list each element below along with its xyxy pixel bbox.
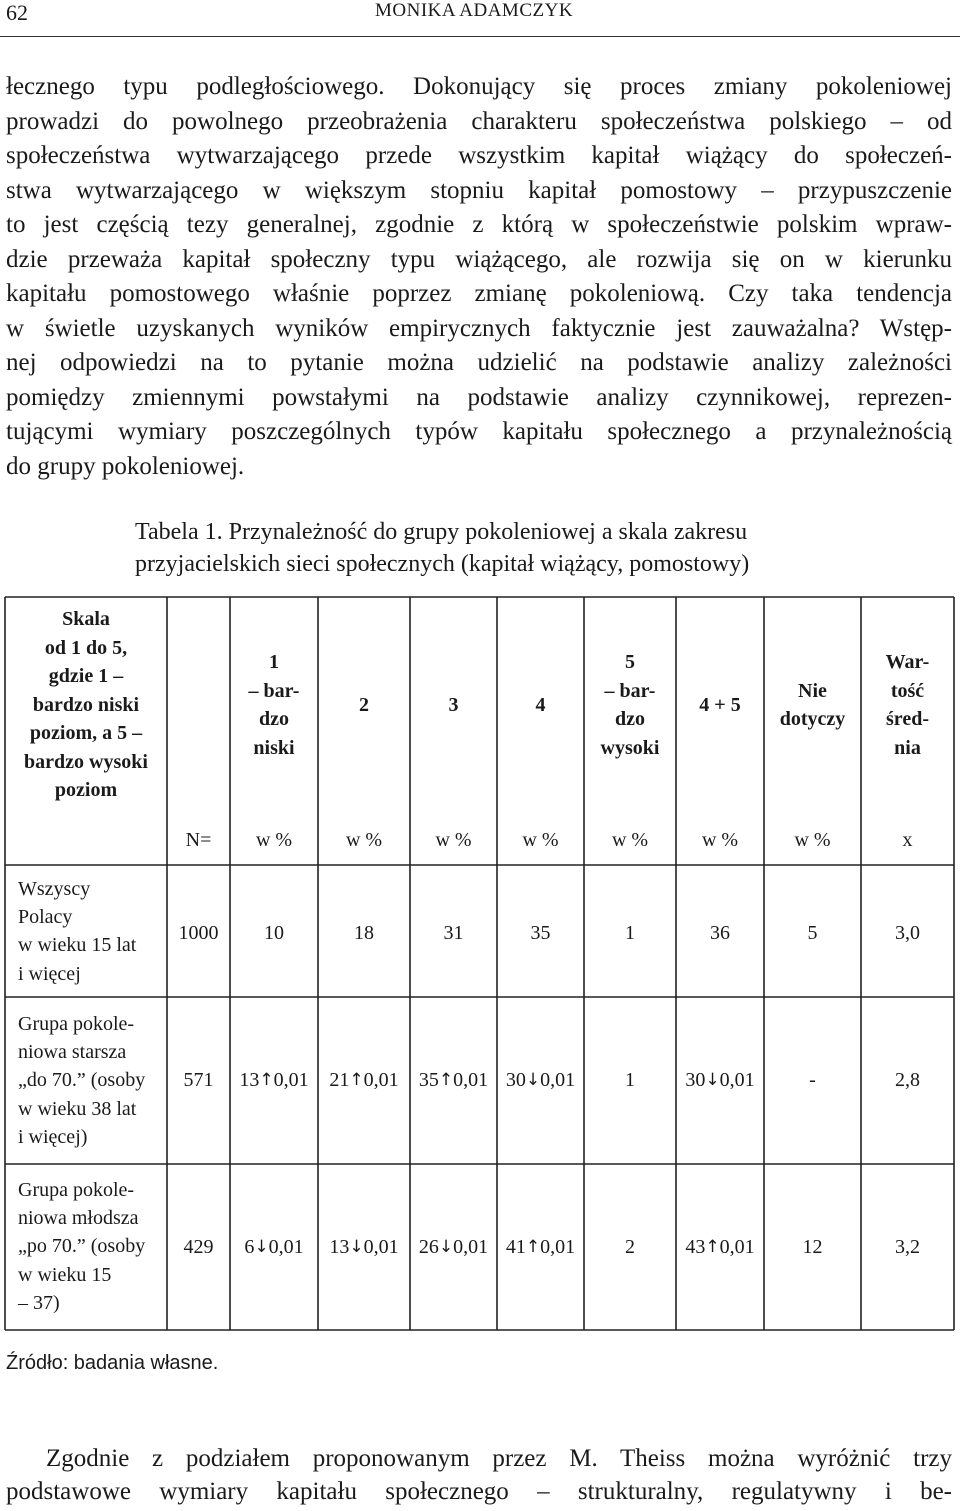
text-line: tującymi wymiary poszczególnych typów kapitału społecznego a przynależnością — [6, 418, 952, 445]
table-cell — [318, 915, 410, 951]
table-cell — [230, 1229, 318, 1265]
row-label-line: w wieku 15 — [18, 1263, 112, 1286]
text-line: łecznego typu podległościowego. Dokonujący się proces zmiany pokoleniowej — [6, 73, 952, 100]
table-cell — [230, 915, 318, 951]
cell-significance: 0,01 — [363, 1235, 399, 1258]
cell-value: 571 — [183, 1068, 214, 1091]
cell-value: 26 — [418, 1235, 439, 1258]
cell-value: 31 — [443, 921, 464, 944]
arrow-down-icon: ↓ — [349, 1236, 364, 1257]
scale-header-line: poziom, a 5 – — [29, 722, 143, 745]
row-label-line: „po 70.” (osoby — [18, 1235, 146, 1258]
table-cell — [861, 915, 954, 951]
table-cell — [764, 1229, 861, 1265]
cell-significance: 0,01 — [453, 1235, 489, 1258]
cell-value: 21 — [329, 1068, 350, 1091]
unit-cell: w % — [255, 828, 293, 851]
table-cell — [167, 915, 230, 951]
running-header-author: MONIKA ADAMCZYK — [375, 0, 574, 21]
table-cell — [167, 1062, 230, 1098]
cell-significance: 0,01 — [719, 1068, 755, 1091]
table-cell — [230, 1062, 318, 1098]
scale-header-line: gdzie 1 – — [48, 665, 124, 688]
row-label-line: i więcej — [18, 962, 81, 985]
body-paragraph-2 — [6, 1442, 952, 1508]
row-label — [18, 1176, 145, 1317]
cell-significance: 0,01 — [273, 1068, 309, 1091]
scale-header-line: bardzo wysoki — [24, 750, 148, 773]
col-header-2 — [318, 600, 410, 810]
col-header-line: – bar- — [604, 679, 656, 702]
scale-header-line: Skala — [62, 608, 110, 631]
text-line: podstawowe wymiary kapitału społecznego – strukturalny, regulatywny i be- — [6, 1478, 952, 1505]
body-paragraph-1 — [6, 70, 952, 484]
cell-value: 10 — [264, 921, 284, 944]
table-cell — [584, 915, 676, 951]
table-cell — [584, 1062, 676, 1098]
col-header-line: 5 — [625, 651, 635, 673]
arrow-up-icon: ↑ — [438, 1069, 454, 1090]
cell-value: 1000 — [178, 921, 219, 944]
cell-value: 2 — [625, 1235, 635, 1258]
cell-value: 3,0 — [895, 921, 920, 944]
table-cell — [497, 1229, 584, 1265]
cell-significance: 0,01 — [540, 1068, 576, 1091]
row-label-line: Grupa pokole- — [18, 1013, 135, 1035]
cell-value: 43 — [685, 1235, 706, 1258]
caption-line: Tabela 1. Przynależność do grupy pokoleniowej a skala zakresu — [135, 519, 748, 545]
col-header-line: 4 + 5 — [699, 693, 741, 716]
row-label-line: „do 70.” (osoby — [18, 1069, 146, 1092]
cell-value: 13 — [329, 1235, 350, 1258]
table-cell — [861, 1229, 954, 1265]
col-header-line: dotyczy — [779, 708, 846, 730]
table-cell — [764, 915, 861, 951]
table-cell — [676, 915, 764, 951]
col-header-3 — [410, 600, 497, 810]
col-header-4-plus-5 — [676, 600, 764, 810]
scale-header-line: od 1 do 5, — [44, 636, 128, 659]
row-label-line: Polacy — [18, 906, 73, 929]
arrow-up-icon: ↑ — [259, 1069, 274, 1090]
row-label-line: Grupa pokole- — [18, 1179, 135, 1201]
arrow-down-icon: ↓ — [438, 1236, 454, 1257]
row-label-line: niowa młodsza — [18, 1207, 139, 1230]
unit-cell: w % — [701, 828, 739, 851]
cell-value: 41 — [505, 1235, 526, 1258]
scale-header-line: bardzo niski — [32, 693, 140, 716]
unit-cell: N= — [185, 828, 212, 851]
cell-significance: 0,01 — [453, 1068, 489, 1091]
col-header-line: wysoki — [600, 736, 660, 759]
table-caption — [135, 516, 749, 580]
table-cell — [764, 1062, 861, 1098]
unit-cell: w % — [435, 828, 472, 851]
cell-value: 30 — [505, 1068, 526, 1091]
col-header-line: dzo — [259, 708, 289, 730]
text-line: kapitału pomostowego właśnie poprzez zmianę pokoleniową. Czy taka tendencja — [6, 280, 952, 307]
scale-header — [5, 600, 167, 810]
arrow-down-icon: ↓ — [254, 1236, 269, 1257]
col-header-line: 4 — [535, 693, 546, 716]
table-cell — [497, 915, 584, 951]
unit-cell: w % — [345, 828, 383, 851]
header-rule — [0, 36, 960, 37]
col-header-line: śred- — [886, 708, 929, 730]
col-header-1 — [230, 600, 318, 810]
cell-value: 12 — [802, 1235, 823, 1258]
unit-cell: x — [902, 828, 913, 851]
table-cell — [497, 1062, 584, 1098]
col-header-mean — [861, 600, 954, 810]
col-header-line: – bar- — [248, 679, 300, 702]
cell-value: 2,8 — [895, 1068, 920, 1091]
table-cell — [861, 1062, 954, 1098]
col-header-5 — [584, 600, 676, 810]
table-cell — [410, 1062, 497, 1098]
cell-value: 6 — [244, 1235, 255, 1258]
cell-value: 35 — [530, 921, 551, 944]
row-label-line: Wszyscy — [18, 878, 91, 900]
col-header-line: 2 — [359, 693, 369, 716]
cell-value: - — [809, 1068, 816, 1091]
cell-value: 36 — [710, 921, 730, 944]
col-header-line: 3 — [448, 693, 459, 716]
cell-significance: 0,01 — [719, 1235, 755, 1258]
cell-value: 18 — [354, 921, 374, 944]
scale-header-line: poziom — [54, 779, 118, 802]
cell-value: 30 — [685, 1068, 706, 1091]
text-line: pomiędzy zmiennymi powstałymi na podstawie analizy czynnikowej, reprezen- — [6, 383, 952, 411]
cell-value: 1 — [625, 1068, 635, 1091]
caption-line: przyjacielskich sieci społecznych (kapitał wiążący, pomostowy) — [135, 551, 750, 577]
text-line: nej odpowiedzi na to pytanie można udzielić na podstawie analizy zależności — [6, 349, 952, 376]
unit-cell: w % — [522, 828, 559, 851]
cell-value: 35 — [418, 1068, 439, 1091]
table-cell — [167, 1229, 230, 1265]
text-line: dzie przeważa kapitał społeczny typu wiążącego, ale rozwija się on w kierunku — [6, 245, 952, 273]
row-label-line: – 37) — [18, 1291, 60, 1314]
table-cell — [676, 1062, 764, 1098]
text-line: stwa wytwarzającego w większym stopniu kapitał pomostowy – przypuszczenie — [6, 176, 952, 204]
text-line: prowadzi do powolnego przeobrażenia charakteru społeczeństwa polskiego – od — [6, 107, 952, 135]
table-cell — [584, 1229, 676, 1265]
cell-value: 5 — [807, 921, 818, 944]
table-cell — [676, 1229, 764, 1265]
cell-value: 13 — [239, 1068, 260, 1091]
cell-significance: 0,01 — [363, 1068, 399, 1091]
text-line: Zgodnie z podziałem proponowanym przez M. Theiss można wyróżnić trzy — [46, 1445, 952, 1472]
text-line: to jest częścią tezy generalnej, zgodnie z którą w społeczeństwie polskim wpraw- — [6, 211, 952, 238]
table-source: Źródło: badania własne. — [6, 1352, 219, 1374]
col-header-4 — [497, 600, 584, 810]
arrow-up-icon: ↑ — [349, 1069, 364, 1090]
row-label-line: niowa starsza — [18, 1041, 127, 1064]
row-label-line: i więcej) — [18, 1125, 88, 1148]
cell-significance: 0,01 — [540, 1235, 576, 1258]
unit-cell: w % — [794, 828, 831, 851]
text-line: społeczeństwa wytwarzającego przede wszystkim kapitał wiążący do społeczeń- — [6, 142, 952, 169]
col-header-line: nia — [894, 736, 921, 759]
arrow-up-icon: ↑ — [705, 1236, 720, 1257]
col-header-line: 1 — [269, 651, 279, 673]
arrow-down-icon: ↓ — [525, 1069, 541, 1090]
cell-value: 1 — [625, 921, 635, 944]
cell-value: 429 — [183, 1235, 214, 1258]
col-header-line: dzo — [615, 708, 645, 730]
col-header-line: War- — [885, 651, 930, 673]
row-label — [18, 1010, 145, 1151]
row-label — [18, 875, 136, 988]
col-header-not-applicable — [764, 600, 861, 810]
col-header-line: tość — [890, 679, 925, 702]
text-line: w świetle uzyskanych wyników empirycznych faktycznie jest zauważalna? Wstęp- — [6, 314, 952, 342]
arrow-down-icon: ↓ — [705, 1069, 720, 1090]
arrow-up-icon: ↑ — [525, 1236, 541, 1257]
row-label-line: w wieku 15 lat — [18, 934, 137, 957]
row-label-line: w wieku 38 lat — [18, 1097, 137, 1120]
col-header-line: Nie — [798, 679, 827, 702]
table-cell — [410, 1229, 497, 1265]
table-cell — [318, 1229, 410, 1265]
cell-significance: 0,01 — [268, 1235, 304, 1258]
table-cell — [318, 1062, 410, 1098]
unit-cell: w % — [611, 828, 649, 851]
table-cell — [410, 915, 497, 951]
page-number: 62 — [6, 0, 28, 25]
cell-value: 3,2 — [895, 1235, 920, 1258]
text-line: do grupy pokoleniowej. — [6, 452, 245, 480]
col-header-line: niski — [253, 736, 295, 759]
